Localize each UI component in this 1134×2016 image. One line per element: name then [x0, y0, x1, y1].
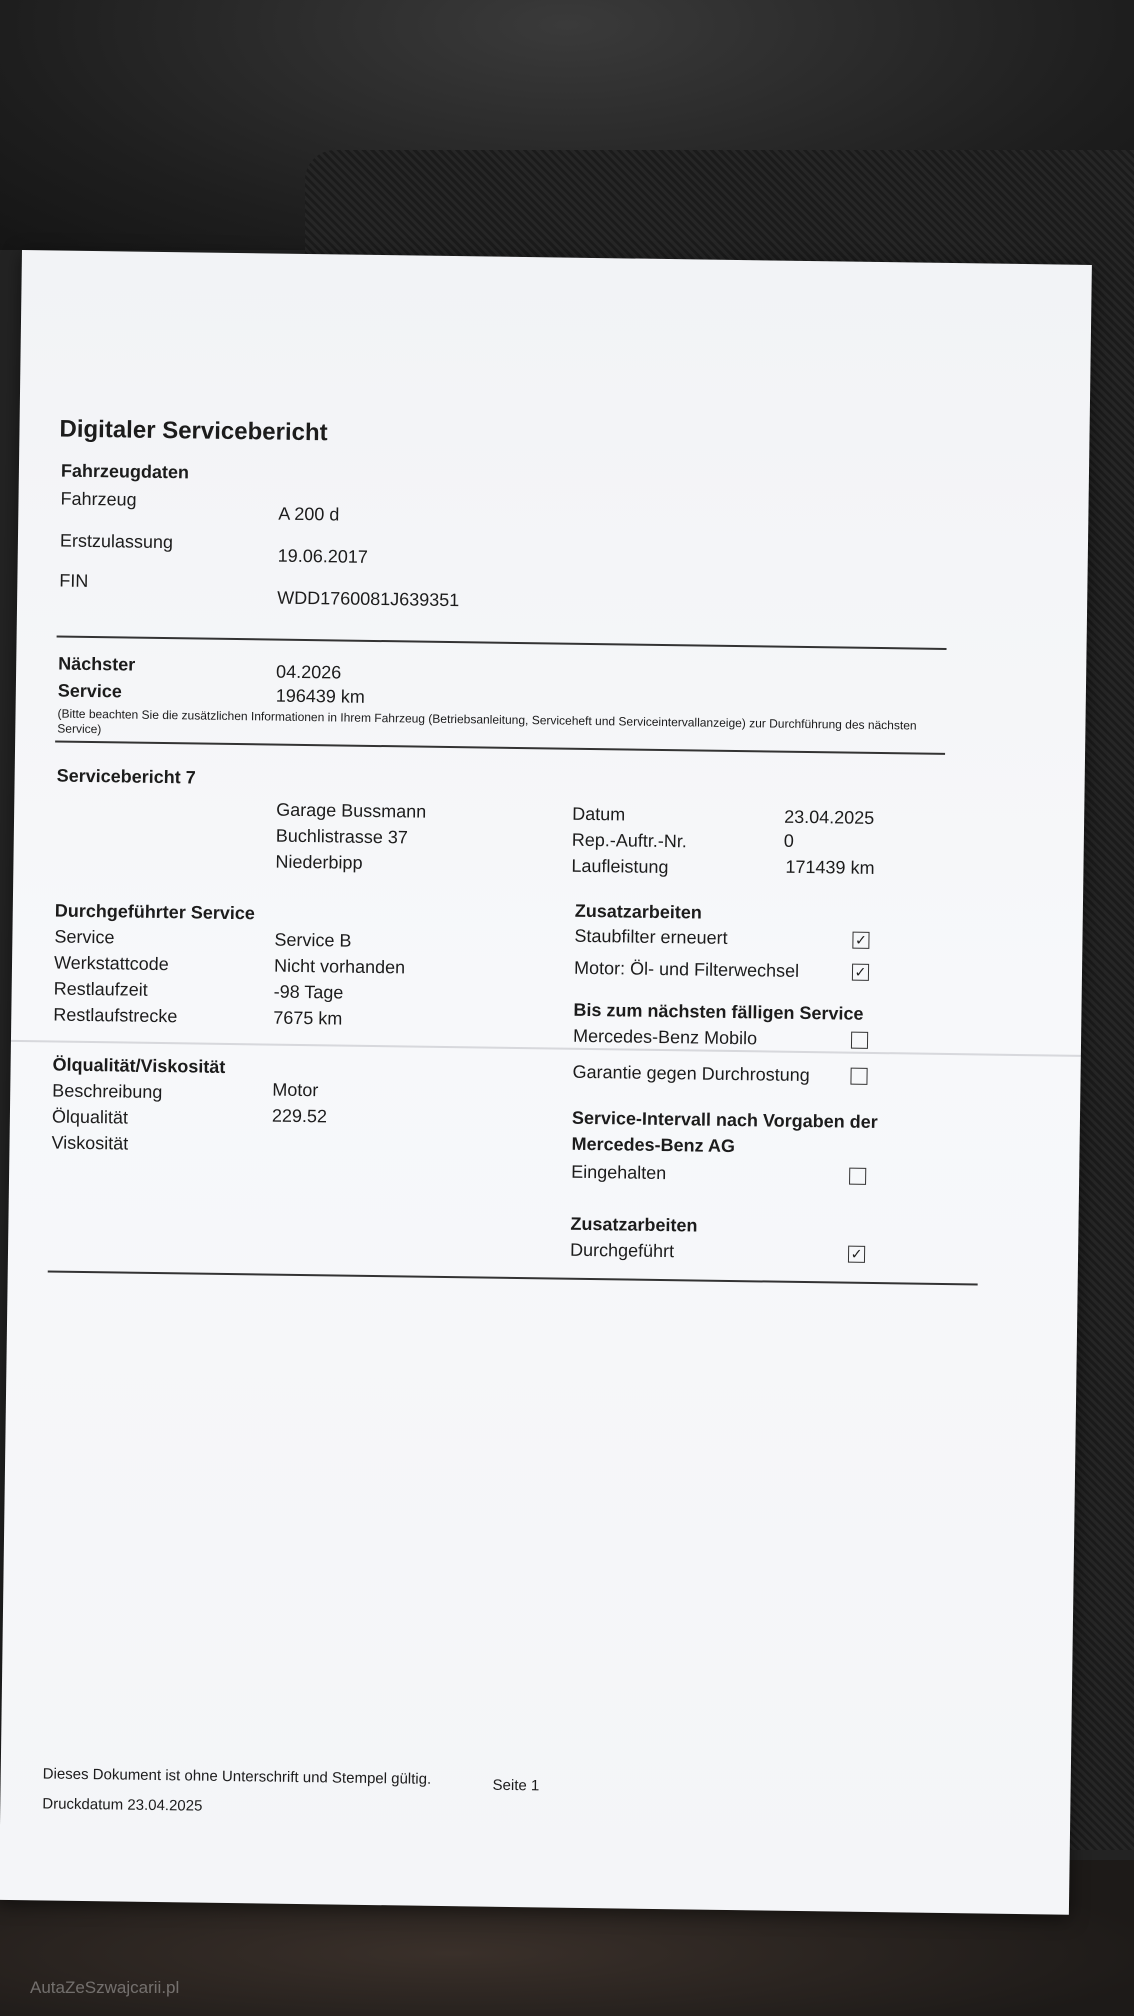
- order-number-label: Rep.-Auftr.-Nr.: [571, 829, 687, 852]
- paper-fold: [11, 1040, 1081, 1057]
- fin-value: WDD1760081J639351: [277, 587, 460, 611]
- garage-name: Garage Bussmann: [276, 799, 427, 822]
- extra-work-item-label: Staubfilter erneuert: [574, 925, 728, 948]
- performed-label: Restlaufzeit: [53, 978, 148, 1000]
- divider-line: [57, 636, 947, 650]
- report-heading: Servicebericht 7: [56, 765, 196, 788]
- oil-label: Ölqualität: [51, 1106, 129, 1128]
- print-date: Druckdatum 23.04.2025: [42, 1795, 203, 1815]
- mileage-value: 171439 km: [785, 856, 875, 878]
- performed-label: Service: [54, 926, 115, 948]
- performed-value: -98 Tage: [273, 981, 344, 1003]
- next-service-km: 196439 km: [275, 685, 365, 707]
- oil-value: Motor: [272, 1079, 319, 1101]
- checkbox-checked: ✓: [852, 932, 869, 949]
- page-number: Seite 1: [492, 1776, 540, 1795]
- oil-value: 229.52: [271, 1105, 328, 1127]
- oil-label: Viskosität: [51, 1132, 129, 1154]
- checkbox-empty: [851, 1032, 868, 1049]
- mileage-label: Laufleistung: [571, 855, 669, 878]
- checkbox-checked: ✓: [848, 1246, 865, 1263]
- fin-label: FIN: [59, 570, 89, 591]
- garage-street: Buchlistrasse 37: [275, 825, 409, 848]
- vehicle-label: Fahrzeug: [60, 488, 137, 510]
- checkbox-checked: ✓: [852, 964, 869, 981]
- performed-label: Werkstattcode: [53, 952, 169, 975]
- performed-heading: Durchgeführter Service: [54, 900, 255, 924]
- service-report-paper: [0, 250, 1092, 1915]
- vehicle-heading: Fahrzeugdaten: [60, 460, 190, 483]
- watermark: AutaZeSzwajcarii.pl: [30, 1978, 180, 1997]
- performed-value: 7675 km: [273, 1007, 343, 1029]
- until-next-item-label: Mercedes-Benz Mobilo: [572, 1025, 758, 1049]
- until-next-item-label: Garantie gegen Durchrostung: [572, 1061, 810, 1086]
- interval-heading-1: Service-Intervall nach Vorgaben der: [571, 1107, 878, 1133]
- performed-value: Nicht vorhanden: [273, 955, 406, 978]
- date-label: Datum: [572, 803, 626, 825]
- until-next-heading: Bis zum nächsten fälligen Service: [573, 999, 864, 1024]
- next-service-label-2: Service: [57, 680, 123, 702]
- first-registration-label: Erstzulassung: [59, 530, 174, 553]
- oil-label: Beschreibung: [52, 1080, 163, 1103]
- performed-value: Service B: [274, 929, 352, 951]
- interval-heading-2: Mercedes-Benz AG: [571, 1133, 736, 1157]
- checkbox-empty: [850, 1068, 867, 1085]
- extra-work-2-item-label: Durchgeführt: [569, 1239, 675, 1262]
- interval-item-label: Eingehalten: [571, 1161, 667, 1184]
- next-service-label-1: Nächster: [58, 653, 136, 675]
- next-service-note: (Bitte beachten Sie die zusätzlichen Informationen in Ihrem Fahrzeug (Betriebsanleitung, Serviceheft und Serviceintervallanzeige) zur Durchführung des nächsten Service): [57, 706, 917, 737]
- extra-work-heading: Zusatzarbeiten: [574, 900, 702, 923]
- extra-work-item-label: Motor: Öl- und Filterwechsel: [573, 957, 800, 981]
- performed-label: Restlaufstrecke: [53, 1004, 178, 1027]
- validity-note: Dieses Dokument ist ohne Unterschrift und Stempel gültig.: [42, 1765, 432, 1788]
- garage-city: Niederbipp: [275, 851, 363, 873]
- divider-line: [48, 1270, 978, 1284]
- next-service-date: 04.2026: [275, 661, 342, 683]
- checkbox-empty: [849, 1168, 866, 1185]
- vehicle-value: A 200 d: [278, 503, 340, 525]
- order-number-value: 0: [783, 830, 794, 851]
- oil-heading: Ölqualität/Viskosität: [52, 1054, 226, 1077]
- document-title: Digitaler Servicebericht: [59, 415, 328, 447]
- extra-work-2-heading: Zusatzarbeiten: [570, 1213, 698, 1236]
- first-registration-value: 19.06.2017: [277, 545, 368, 567]
- date-value: 23.04.2025: [784, 806, 875, 828]
